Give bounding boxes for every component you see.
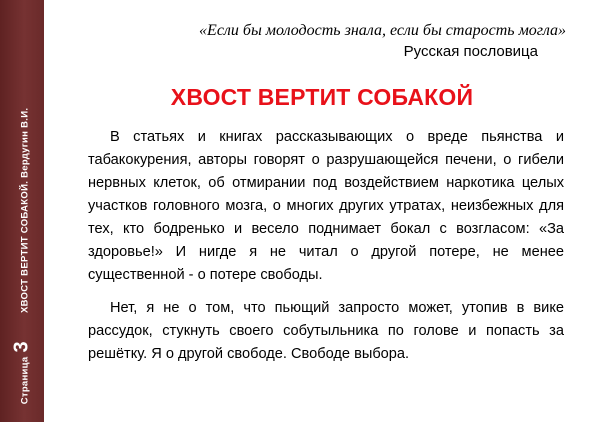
page-label: Страница (19, 356, 31, 405)
epigraph-source: Русская пословица (403, 43, 538, 60)
page-title: ХВОСТ ВЕРТИТ СОБАКОЙ (170, 84, 474, 110)
running-title: ХВОСТ ВЕРТИТ СОБАКОЙ. Вердугин В.И. (19, 107, 31, 314)
sidebar-spine (0, 0, 44, 422)
paragraph-1: В статьях и книгах рассказывающих о вреде пьянства и табакокурения, авторы говорят о разрушающейся печени, о гибели нервных клеток, об отмирании под воздействием наркотика целых участков головного мозга, о многих других утратах, неизбежных для тех, кто бодренько и весело поднимает бокал с возгласом: «За здоровье!» И нигде я не читал о другой потере, не менее существенной - о потере свободы. (88, 129, 564, 283)
epigraph-quote: «Если бы молодость знала, если бы старость могла» (199, 22, 566, 39)
article-body (88, 126, 564, 376)
paragraph-2: Нет, я не о том, что пьющий запросто может, утопив в вике рассудок, стукнуть своего собутыльника по голове и попасть за решётку. Я о другой свободе. Свободе выбора. (88, 300, 564, 362)
page-number: 3 (10, 341, 33, 353)
epigraph (199, 20, 566, 62)
sidebar-running-header (11, 108, 34, 405)
